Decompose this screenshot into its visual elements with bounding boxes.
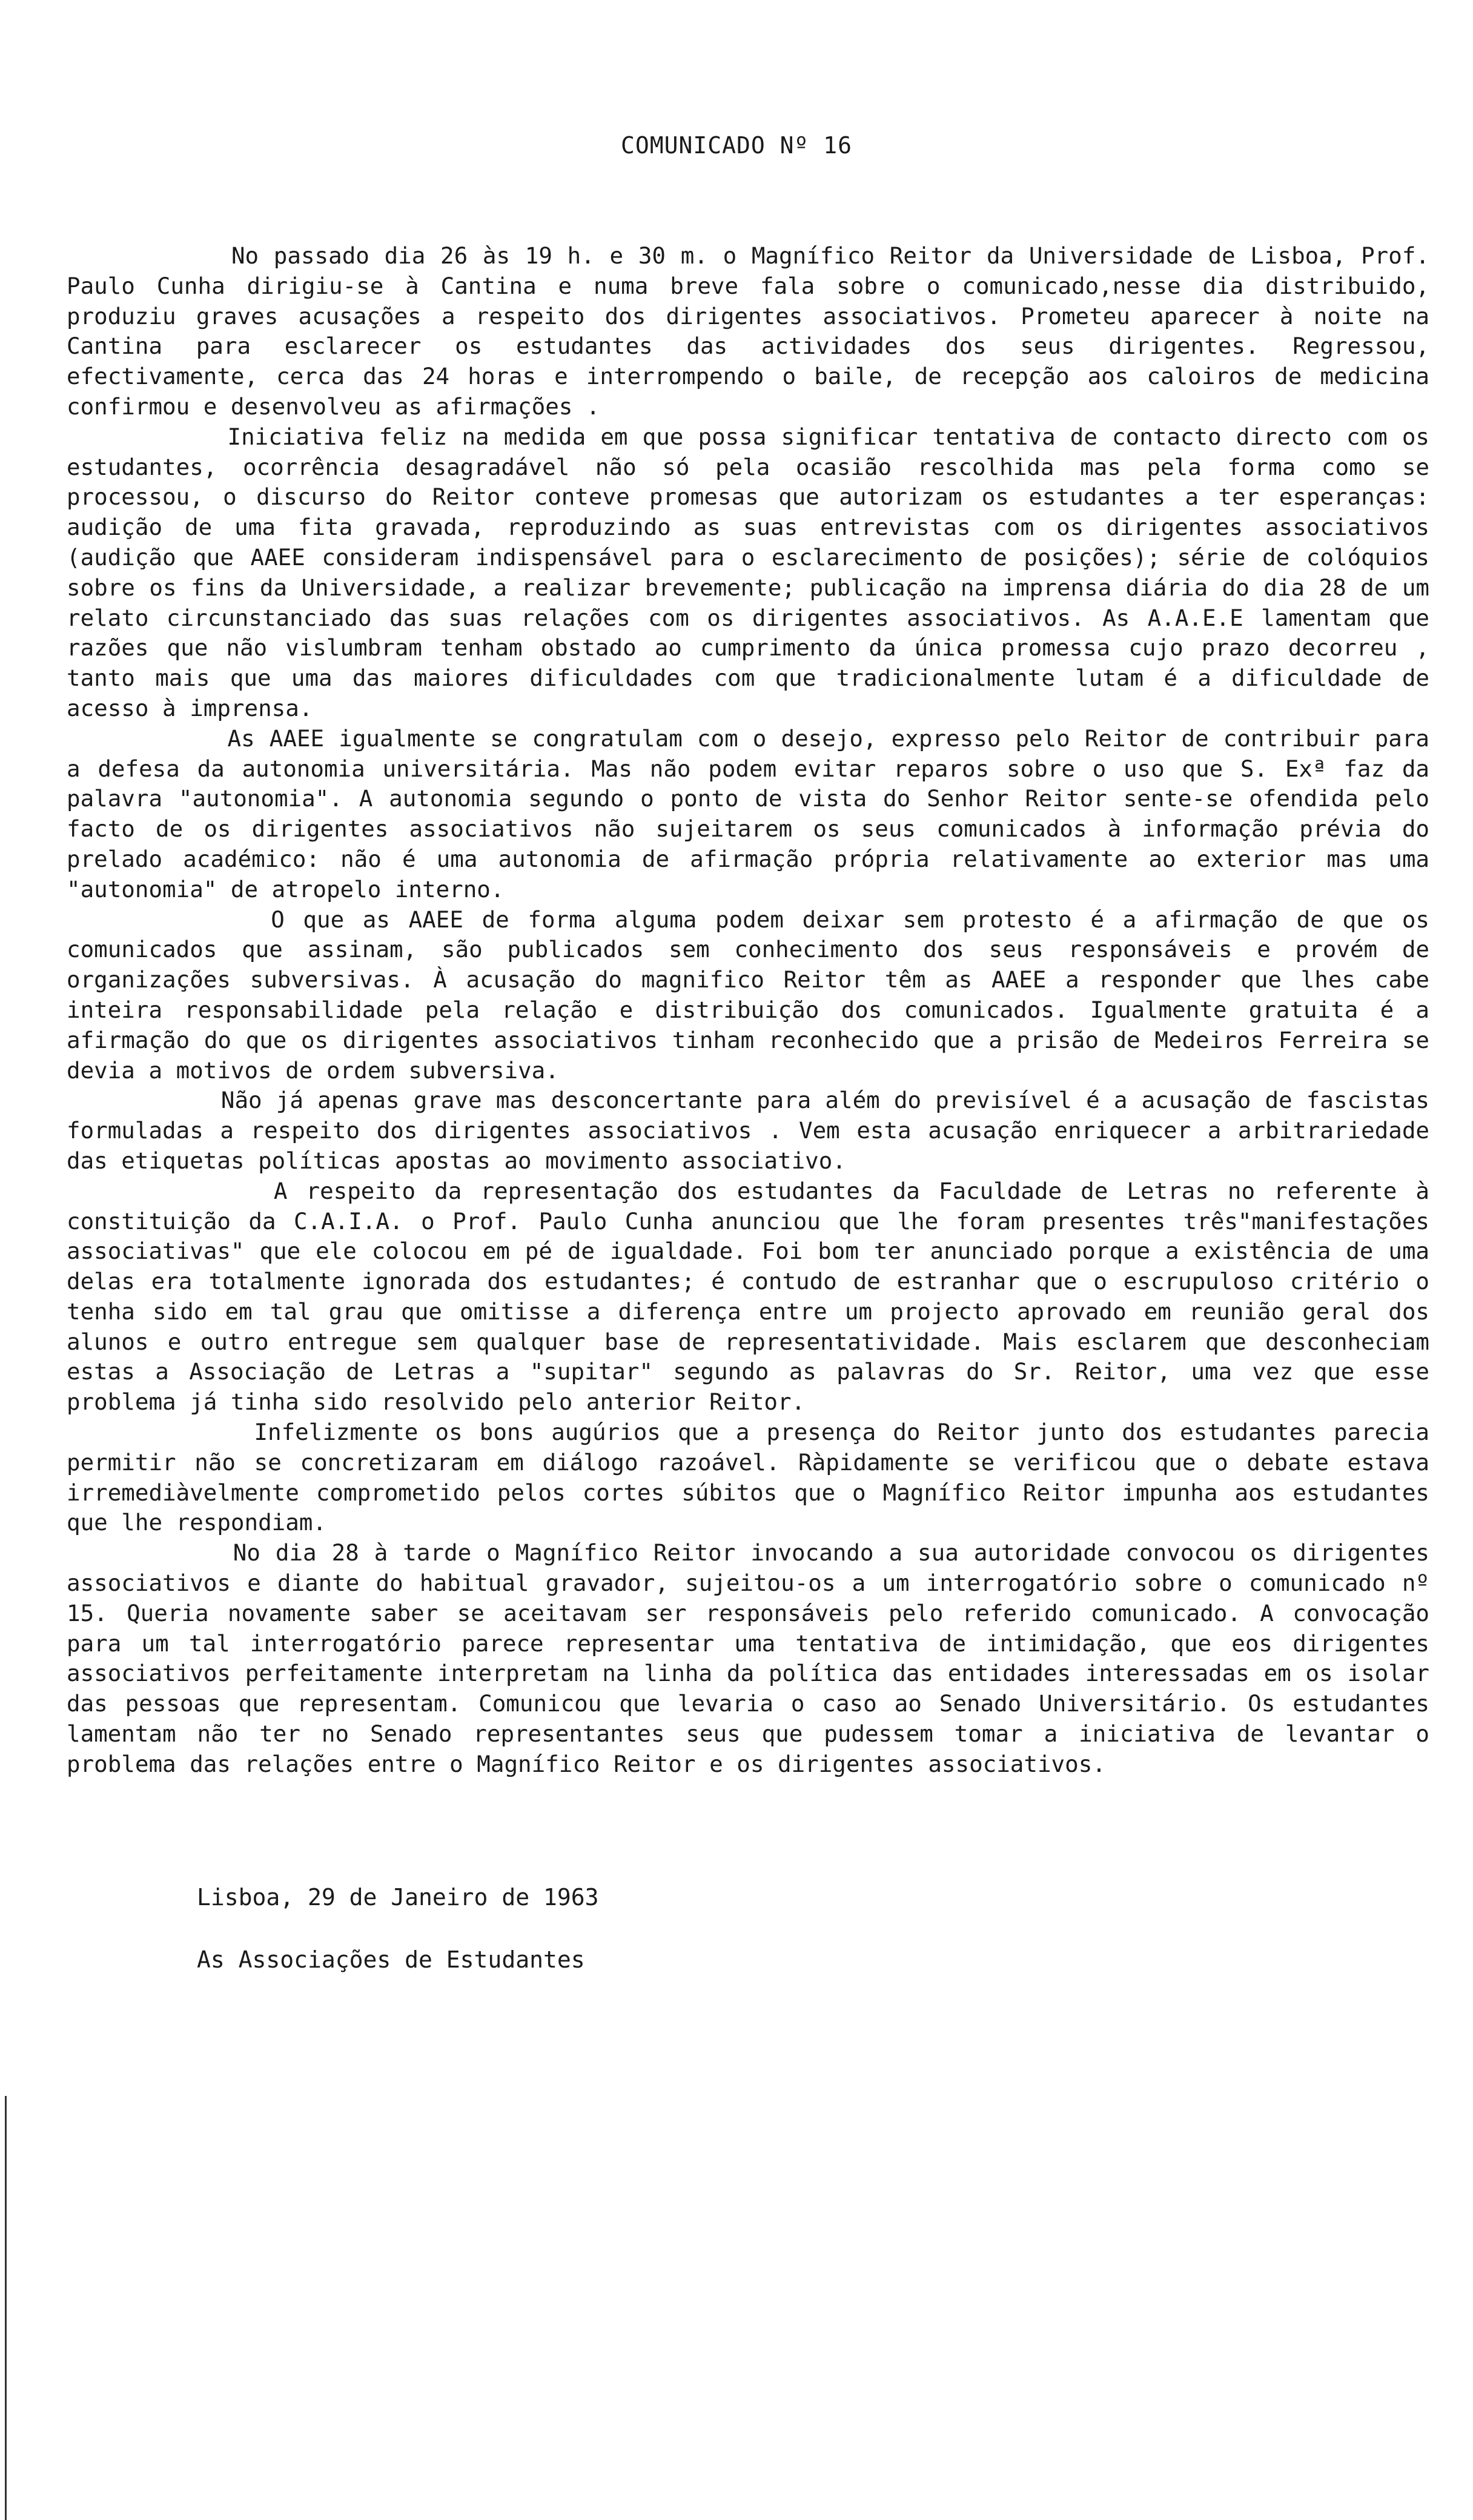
document-body [67,241,1443,1780]
signature: As Associações de Estudantes [197,1946,585,1973]
paragraph-5: Não já apenas grave mas desconcertante para além do previsível é a acusação de fascistas formuladas a respeito dos dirigentes associativos . Vem esta acusação enriquecer a arbitrariedade das etiquetas políticas apostas ao movimento associativo. [67,1087,1443,1174]
paragraph-8: No dia 28 à tarde o Magnífico Reitor invocando a sua autoridade convocou os dirigentes associativos e diante do habitual gravador, sujeitou-os a um interrogatório sobre o comunicado nº 15. Queria novamente saber se aceitavam ser responsáveis pelo referido comunicado. A convocação para um tal interrogatório parece representar uma tentativa de intimidação, que eos dirigentes associativos perfeitamente interpretam na linha da política das entidades interessadas em os isolar das pessoas que representam. Comunicou que levaria o caso ao Senado Universitário. Os estudantes lamentam não ter no Senado representantes seus que pudessem tomar a iniciativa de levantar o problema das relações entre o Magnífico Reitor e os dirigentes associativos. [67,1539,1443,1777]
paragraph-3: As AAEE igualmente se congratulam com o desejo, expresso pelo Reitor de contribuir para a defesa da autonomia universitária. Mas não podem evitar reparos sobre o uso que S. Exª faz da palavra "autonomia". A autonomia segundo o ponto de vista do Senhor Reitor sente-se ofendida pelo facto de os dirigentes associativos não sujeitarem os seus comunicados à informação prévia do prelado académico: não é uma autonomia de afirmação própria relativamente ao exterior mas uma "autonomia" de atropelo interno. [67,724,1443,903]
document-title: COMUNICADO Nº 16 [620,132,853,159]
paragraph-2: Iniciativa feliz na medida em que possa significar tentativa de contacto directo com os estudantes, ocorrência desagradável não só pela ocasião rescolhida mas pela forma como se processou, o discurso do Reitor conteve promesas que autorizam os estudantes a ter esperanças: audição de uma fita gravada, reproduzindo as suas entrevistas com os dirigentes associativos (audição que AAEE consideram indispensável para o esclarecimento de posições); série de colóquios sobre os fins da Universidade, a realizar brevemente; publicação na imprensa diária do dia 28 de um relato circunstanciado das suas relações com os dirigentes associativos. As A.A.E.E lamentam que razões que não vislumbram tenham obstado ao cumprimento da única promessa cujo prazo decorreu , tanto mais que uma das maiores dificuldades com que tradicionalmente lutam é a dificuldade de acesso à imprensa. [67,423,1443,721]
scan-margin-line [5,2096,7,2520]
paragraph-1: No passado dia 26 às 19 h. e 30 m. o Magnífico Reitor da Universidade de Lisboa, Prof. Paulo Cunha dirigiu-se à Cantina e numa breve fala sobre o comunicado,nesse dia distribuido, produziu graves acusações a respeito dos dirigentes associativos. Prometeu aparecer à noite na Cantina para esclarecer os estudantes das actividades dos seus dirigentes. Regressou, efectivamente, cerca das 24 horas e interrompendo o baile, de recepção aos caloiros de medicina confirmou e desenvolveu as afirmações . [67,242,1443,420]
paragraph-4: O que as AAEE de forma alguma podem deixar sem protesto é a afirmação de que os comunicados que assinam, são publicados sem conhecimento dos seus responsáveis e provém de organizações subversivas. À acusação do magnifico Reitor têm as AAEE a responder que lhes cabe inteira responsabilidade pela relação e distribuição dos comunicados. Igualmente gratuita é a afirmação do que os dirigentes associativos tinham reconhecido que a prisão de Medeiros Ferreira se devia a motivos de ordem subversiva. [67,906,1443,1084]
paragraph-7: Infelizmente os bons augúrios que a presença do Reitor junto dos estudantes parecia permitir não se concretizaram em diálogo razoável. Ràpidamente se verificou que o debate estava irremediàvelmente comprometido pelos cortes súbitos que o Magnífico Reitor impunha aos estudantes que lhe respondiam. [67,1419,1443,1536]
paragraph-6: A respeito da representação dos estudantes da Faculdade de Letras no referente à constituição da C.A.I.A. o Prof. Paulo Cunha anunciou que lhe foram presentes três"manifestações associativas" que ele colocou em pé de igualdade. Foi bom ter anunciado porque a existência de uma delas era totalmente ignorada dos estudantes; é contudo de estranhar que o escrupuloso critério o tenha sido em tal grau que omitisse a diferença entre um projecto aprovado em reunião geral dos alunos e outro entregue sem qualquer base de representatividade. Mais esclarem que desconheciam estas a Associação de Letras a "supitar" segundo as palavras do Sr. Reitor, uma vez que esse problema já tinha sido resolvido pelo anterior Reitor. [67,1177,1443,1416]
date-line: Lisboa, 29 de Janeiro de 1963 [197,1884,599,1911]
